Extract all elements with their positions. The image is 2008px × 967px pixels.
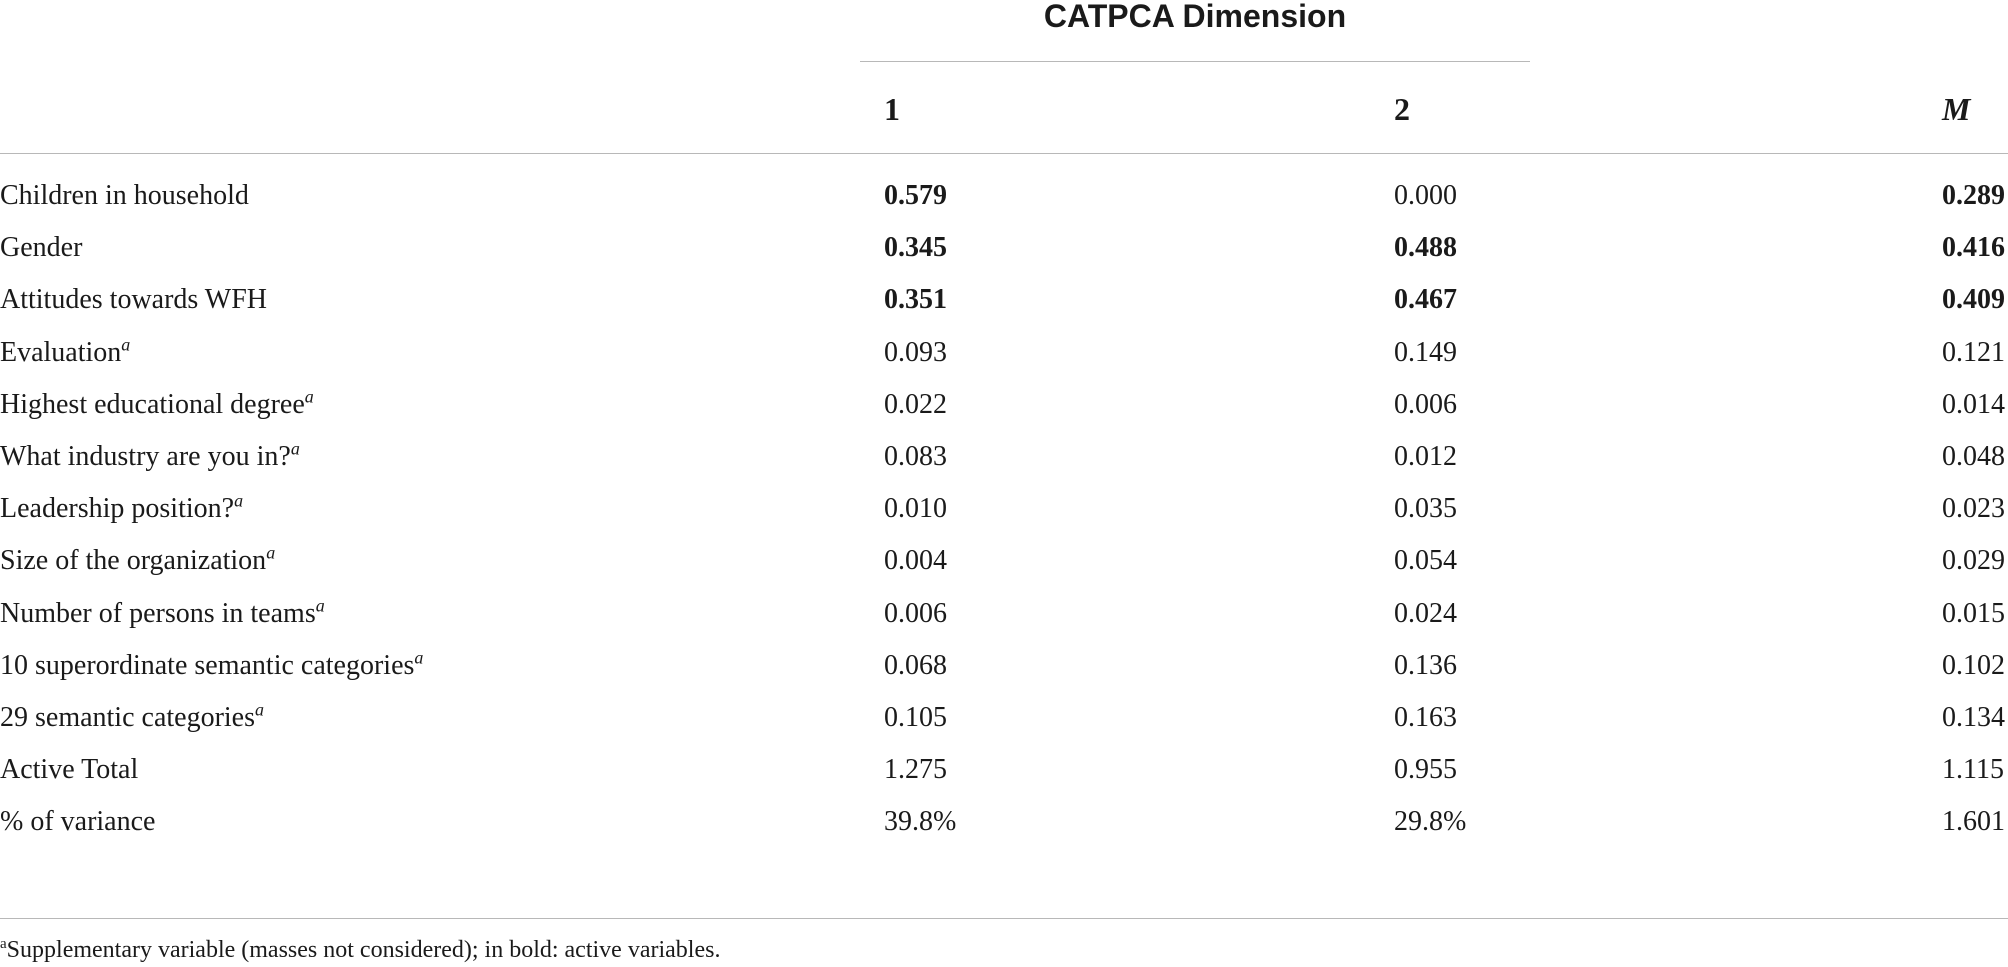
table-cell: 29.8% [1394,806,1467,837]
table-cell: 0.014 [1942,389,2005,420]
table-cell: 0.136 [1394,650,1457,681]
row-label-text: 10 superordinate semantic categories [0,650,415,681]
table-cell: 0.024 [1394,598,1457,629]
footnote-marker: a [255,699,265,720]
row-label [0,647,424,682]
row-label [0,180,249,212]
row-label [0,232,82,264]
row-label [0,542,276,577]
table-cell: 0.416 [1942,232,2005,263]
table-cell: 0.035 [1394,493,1457,524]
footnote-marker: a [304,386,314,407]
column-header-1: 1 [884,91,900,127]
table-cell: 0.029 [1942,545,2005,576]
footnote-marker: a [414,647,424,668]
table-cell: 0.488 [1394,232,1457,263]
table-cell: 1.115 [1942,754,2004,785]
table-cell: 0.006 [1394,389,1457,420]
row-label [0,334,131,369]
table-cell: 0.004 [884,545,947,576]
row-label [0,595,325,630]
footnote-marker: a [0,936,7,952]
table-cell: 0.163 [1394,702,1457,733]
table-cell: 0.068 [884,650,947,681]
table-cell: 1.601 [1942,806,2005,837]
row-label-text: Active Total [0,754,139,785]
table-cell: 0.015 [1942,598,2005,629]
table-cell: 0.149 [1394,337,1457,368]
table-cell: 0.409 [1942,284,2005,315]
table-cell: 0.083 [884,441,947,472]
table-cell: 39.8% [884,806,957,837]
row-label-text: Attitudes towards WFH [0,284,268,315]
row-label-text: 29 semantic categories [0,702,256,733]
table-cell: 0.289 [1942,180,2005,211]
row-label-text: % of variance [0,806,156,837]
table-cell: 0.054 [1394,545,1457,576]
row-label-text: Gender [0,232,83,263]
footnote-marker: a [315,595,325,616]
table-cell: 0.955 [1394,754,1457,785]
table-cell: 0.579 [884,180,947,211]
table-cell: 0.000 [1394,180,1457,211]
table-cell: 1.275 [884,754,947,785]
footnote-rule [0,918,2008,919]
row-label-text: Number of persons in teams [0,598,316,629]
table-cell: 0.134 [1942,702,2005,733]
table-cell: 0.105 [884,702,947,733]
footnote-marker: a [234,490,244,511]
row-label [0,699,265,734]
table-cell: 0.048 [1942,441,2005,472]
footnote-text: Supplementary variable (masses not considered); in bold: active variables. [6,937,721,963]
row-label [0,806,155,838]
table-cell: 0.022 [884,389,947,420]
row-label-text: Leadership position? [0,493,235,524]
column-header-m: M [1942,91,1971,127]
table-cell: 0.010 [884,493,947,524]
table-cell: 0.012 [1394,441,1457,472]
row-label-text: Evaluation [0,337,122,368]
row-label-text: What industry are you in? [0,441,291,472]
column-header-2: 2 [1394,91,1410,127]
row-label [0,438,300,473]
row-label-text: Highest educational degree [0,389,305,420]
table-cell: 0.345 [884,232,947,263]
table-cell: 0.351 [884,284,947,315]
row-label [0,284,267,316]
header-rule [0,153,2008,154]
footnote-marker: a [266,542,276,563]
table-cell: 0.467 [1394,284,1457,315]
row-label [0,754,138,786]
row-label [0,386,314,421]
table-cell: 0.093 [884,337,947,368]
row-label-text: Size of the organization [0,545,267,576]
table-cell: 0.006 [884,598,947,629]
table-cell: 0.121 [1942,337,2005,368]
table-cell: 0.102 [1942,650,2005,681]
table-cell: 0.023 [1942,493,2005,524]
group-header-rule [860,61,1530,62]
footnote-marker: a [290,438,300,459]
footnote-marker: a [121,334,131,355]
row-label-text: Children in household [0,180,249,211]
table-footnote [0,936,720,964]
row-label [0,490,244,525]
group-header: CATPCA Dimension [1043,0,1347,34]
